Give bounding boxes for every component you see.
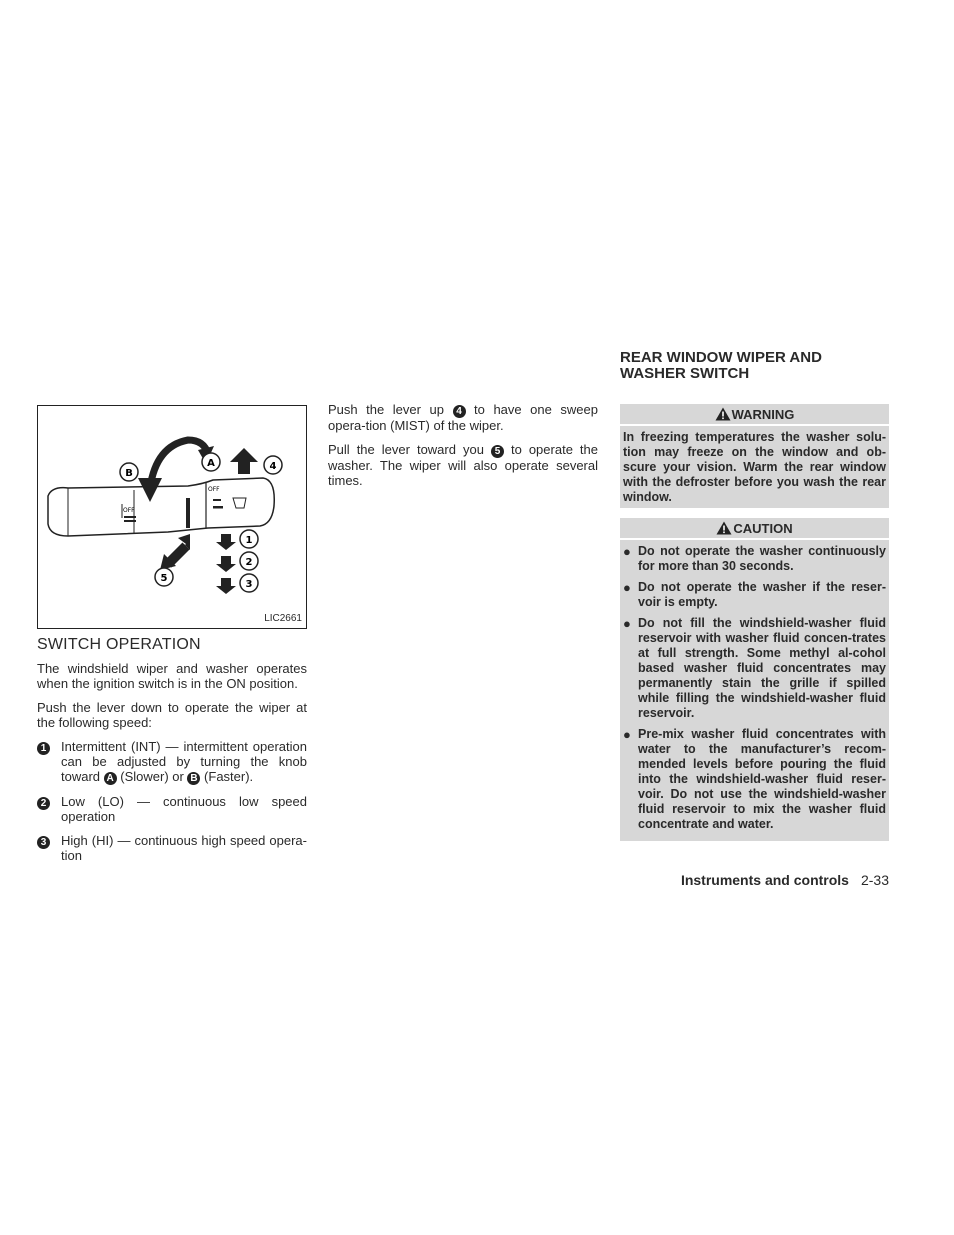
number-5-badge: 5 bbox=[491, 445, 504, 458]
rear-wiper-heading bbox=[620, 350, 889, 382]
item-1-mid: (Slower) or bbox=[116, 769, 188, 784]
letter-b-badge: B bbox=[187, 772, 200, 785]
bullet-dot-icon: ● bbox=[623, 580, 631, 595]
p1-pre: Push the lever up bbox=[328, 402, 453, 417]
label-2: 2 bbox=[245, 557, 253, 568]
speed-item-intermittent bbox=[37, 739, 307, 785]
wiper-switch-illustration bbox=[37, 405, 307, 629]
item-1-post: (Faster). bbox=[200, 769, 254, 784]
letter-a-badge: A bbox=[104, 772, 117, 785]
speed-paragraph: Push the lever down to operate the wiper at the following speed: bbox=[37, 700, 307, 730]
caution-box bbox=[620, 518, 889, 841]
p2-post: to operate the washer. The wiper will also operate several times. bbox=[328, 442, 599, 488]
caution-bullet-text: Do not operate the washer continuously for more than 30 seconds. bbox=[638, 544, 886, 573]
footer-section-name: Instruments and controls bbox=[680, 872, 849, 888]
warning-text: In freezing temperatures the washer solu-tion may freeze on the window and ob-scure your vision. Warm the rear window with the defroster before you wash the rear window. bbox=[623, 430, 886, 504]
item-1-text: Intermittent (INT) — intermittent operation can be adjusted by turning the knob toward bbox=[61, 739, 307, 784]
number-3-badge: 3 bbox=[37, 836, 50, 849]
label-3: 3 bbox=[245, 579, 253, 590]
label-b: B bbox=[125, 468, 133, 479]
label-4: 4 bbox=[269, 461, 277, 472]
number-2-badge: 2 bbox=[37, 797, 50, 810]
caution-header bbox=[620, 518, 889, 540]
heading-line-2: WASHER SWITCH bbox=[620, 365, 750, 382]
left-column bbox=[37, 405, 307, 872]
speed-item-low bbox=[37, 794, 307, 824]
push-up-paragraph bbox=[328, 402, 598, 433]
label-5: 5 bbox=[160, 573, 168, 584]
warning-header bbox=[620, 404, 889, 426]
middle-column bbox=[328, 402, 598, 497]
p1-post: to have one sweep opera-tion (MIST) of the wiper. bbox=[328, 402, 598, 433]
speed-item-high bbox=[37, 833, 307, 863]
intro-paragraph: The windshield wiper and washer operates when the ignition switch is in the ON position. bbox=[37, 661, 307, 691]
caution-body bbox=[620, 540, 889, 841]
item-2-text: Low (LO) — continuous low speed operation bbox=[61, 794, 307, 824]
caution-triangle-icon bbox=[716, 521, 732, 535]
off-label-rear: OFF bbox=[208, 486, 220, 493]
heading-line-1: REAR WINDOW WIPER AND bbox=[620, 349, 822, 366]
warning-title: WARNING bbox=[731, 407, 795, 422]
warning-triangle-icon bbox=[715, 407, 731, 421]
figure-code: LIC2661 bbox=[264, 613, 302, 624]
right-column bbox=[620, 350, 889, 851]
bullet-dot-icon: ● bbox=[623, 616, 631, 631]
bullet-dot-icon: ● bbox=[623, 727, 631, 742]
warning-box bbox=[620, 404, 889, 508]
bullet-dot-icon: ● bbox=[623, 544, 631, 559]
number-1-badge: 1 bbox=[37, 742, 50, 755]
page-number: 2-33 bbox=[860, 872, 889, 888]
caution-bullet-text: Pre-mix washer fluid concentrates with water to the manufacturer’s recom-mended levels before pouring the fluid into the windshield-washer fluid reser-voir. Do not use the windshield-washer fluid reservoir to mix the washer fluid concentrate and water. bbox=[638, 727, 886, 831]
item-3-text: High (HI) — continuous high speed opera-tion bbox=[61, 833, 307, 863]
caution-bullet bbox=[623, 727, 886, 832]
number-4-badge: 4 bbox=[453, 405, 466, 418]
wiper-lever-diagram bbox=[38, 406, 306, 628]
caution-bullet-text: Do not fill the windshield-washer fluid reservoir with washer fluid concen-trates at full strength. Some methyl al-cohol based washer fluid concentrates may permanently stain the grille if spilled while filling the windshield-washer fluid reservoir. bbox=[638, 616, 886, 720]
caution-bullet bbox=[623, 580, 886, 610]
caution-bullet-text: Do not operate the washer if the reser-voir is empty. bbox=[638, 580, 886, 609]
page-footer bbox=[681, 872, 889, 888]
caution-title: CAUTION bbox=[733, 521, 793, 536]
caution-bullet bbox=[623, 616, 886, 721]
caution-bullet bbox=[623, 544, 886, 574]
pull-paragraph bbox=[328, 442, 598, 488]
label-a: A bbox=[207, 458, 215, 469]
label-1: 1 bbox=[245, 535, 253, 546]
p2-pre: Pull the lever toward you bbox=[328, 442, 491, 457]
switch-operation-heading: SWITCH OPERATION bbox=[37, 636, 201, 653]
off-label-front: OFF bbox=[123, 507, 135, 514]
